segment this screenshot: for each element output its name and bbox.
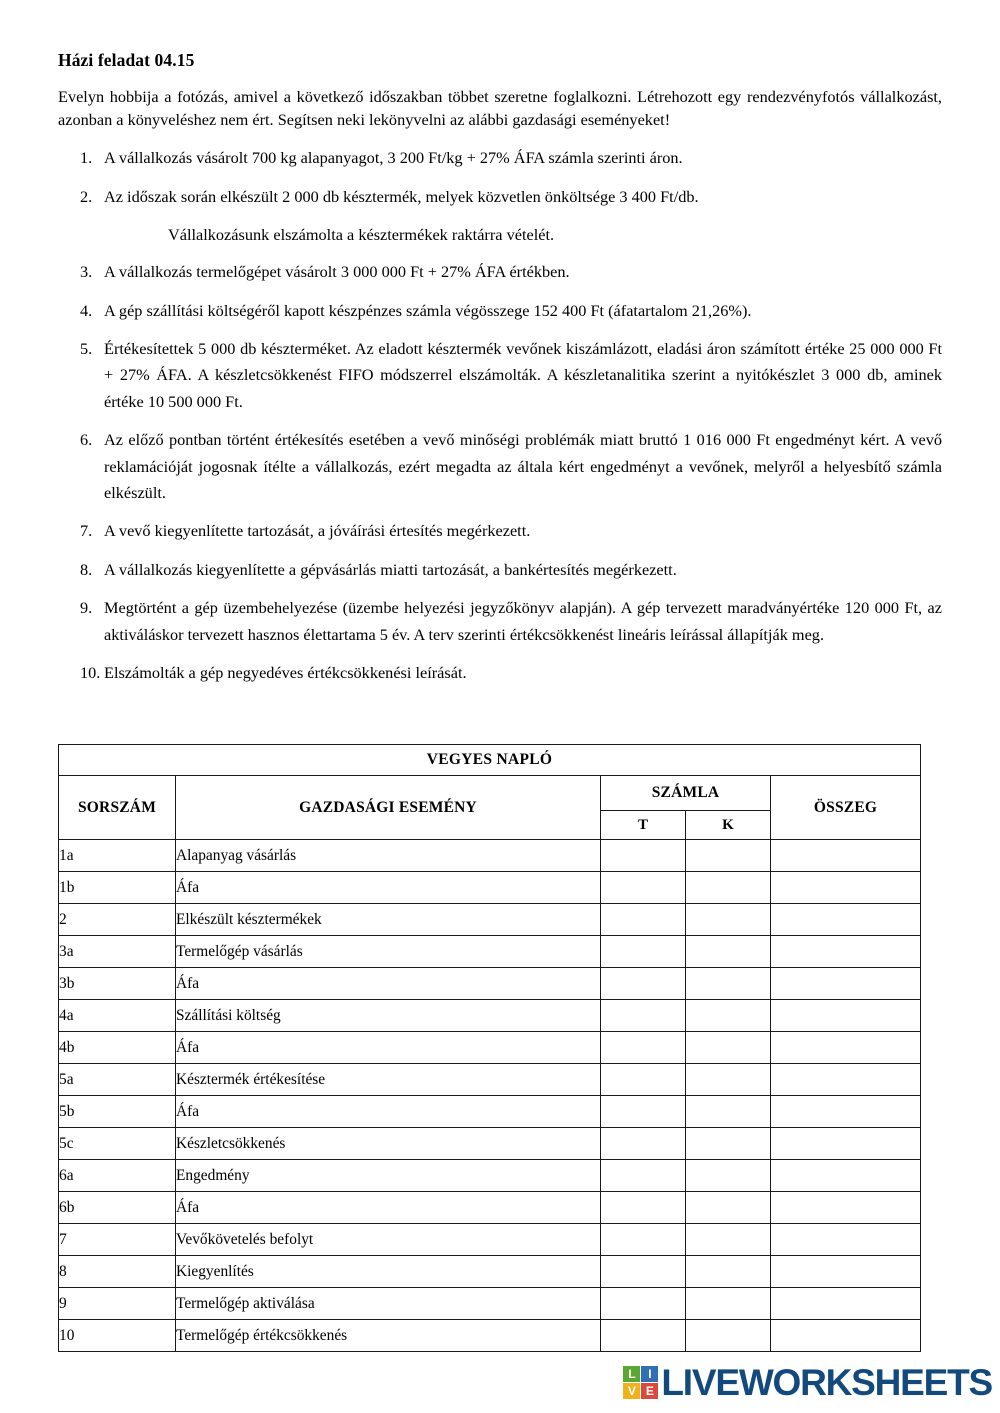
cell-answer-k[interactable] bbox=[686, 1320, 771, 1352]
cell-esemeny: Termelőgép aktiválása bbox=[176, 1288, 601, 1320]
cell-answer-k[interactable] bbox=[686, 904, 771, 936]
column-header-esemeny: GAZDASÁGI ESEMÉNY bbox=[176, 776, 601, 840]
cell-answer-t[interactable] bbox=[601, 840, 686, 872]
cell-answer-t[interactable] bbox=[601, 1224, 686, 1256]
task-number: 6. bbox=[80, 430, 93, 450]
cell-answer-osszeg[interactable] bbox=[771, 1160, 921, 1192]
cell-answer-osszeg[interactable] bbox=[771, 1064, 921, 1096]
cell-esemeny: Áfa bbox=[176, 1192, 601, 1224]
table-row bbox=[59, 1128, 921, 1160]
cell-answer-k[interactable] bbox=[686, 840, 771, 872]
cell-sorszam: 1a bbox=[59, 840, 176, 872]
list-item bbox=[58, 660, 942, 686]
cell-sorszam: 4b bbox=[59, 1032, 176, 1064]
task-number: 5. bbox=[80, 339, 93, 359]
cell-esemeny: Alapanyag vásárlás bbox=[176, 840, 601, 872]
table-row bbox=[59, 1256, 921, 1288]
cell-sorszam: 9 bbox=[59, 1288, 176, 1320]
logo-wordmark: LIVEWORKSHEETS bbox=[661, 1361, 992, 1403]
table-body bbox=[59, 840, 921, 1352]
cell-esemeny: Késztermék értékesítése bbox=[176, 1064, 601, 1096]
cell-answer-t[interactable] bbox=[601, 1192, 686, 1224]
task-number: 4. bbox=[80, 300, 93, 320]
list-item bbox=[58, 184, 942, 210]
task-text: Az előző pontban történt értékesítés esetében a vevő minőségi problémák miatt bruttó 1 016 000 Ft engedményt kért. A vevő reklamációját jogosnak ítélte a vállalkozás, ezért megadta az általa kért engedményt a vevőnek, melyről a helyesbítő számla elkészült. bbox=[104, 430, 942, 503]
cell-answer-osszeg[interactable] bbox=[771, 1000, 921, 1032]
cell-answer-osszeg[interactable] bbox=[771, 1320, 921, 1352]
table-row bbox=[59, 936, 921, 968]
cell-answer-k[interactable] bbox=[686, 1224, 771, 1256]
task-number: 10. bbox=[80, 663, 101, 682]
cell-sorszam: 3b bbox=[59, 968, 176, 1000]
table-row bbox=[59, 1224, 921, 1256]
cell-esemeny: Kiegyenlítés bbox=[176, 1256, 601, 1288]
cell-esemeny: Engedmény bbox=[176, 1160, 601, 1192]
cell-esemeny: Vevőkövetelés befolyt bbox=[176, 1224, 601, 1256]
cell-answer-k[interactable] bbox=[686, 968, 771, 1000]
cell-answer-osszeg[interactable] bbox=[771, 1256, 921, 1288]
cell-answer-osszeg[interactable] bbox=[771, 1224, 921, 1256]
task-text: Megtörtént a gép üzembehelyezése (üzembe helyezési jegyzőkönyv alapján). A gép tervezett maradványértéke 120 000 Ft, az aktiváláskor tervezett hasznos élettartama 5 év. A terv szerinti értékcsökkenést lineáris leírással állapítják meg. bbox=[104, 598, 942, 644]
list-item bbox=[58, 427, 942, 506]
cell-sorszam: 6b bbox=[59, 1192, 176, 1224]
cell-sorszam: 10 bbox=[59, 1320, 176, 1352]
page-title: Házi feladat 04.15 bbox=[58, 50, 195, 70]
cell-esemeny: Áfa bbox=[176, 872, 601, 904]
cell-esemeny: Áfa bbox=[176, 1032, 601, 1064]
cell-sorszam: 2 bbox=[59, 904, 176, 936]
cell-answer-osszeg[interactable] bbox=[771, 1096, 921, 1128]
column-header-sorszam: SORSZÁM bbox=[59, 776, 176, 840]
cell-esemeny: Készletcsökkenés bbox=[176, 1128, 601, 1160]
task-text: A vállalkozás kiegyenlítette a gépvásárlás miatti tartozását, a bankértesítés megérkezett. bbox=[104, 559, 677, 579]
cell-esemeny: Elkészült késztermékek bbox=[176, 904, 601, 936]
logo-letter-l: L bbox=[623, 1366, 640, 1382]
cell-sorszam: 5c bbox=[59, 1128, 176, 1160]
cell-esemeny: Termelőgép vásárlás bbox=[176, 936, 601, 968]
task-number: 9. bbox=[80, 598, 93, 618]
table-row bbox=[59, 1064, 921, 1096]
task-text: A gép szállítási költségéről kapott készpénzes számla végösszege 152 400 Ft (áfatartalom 21,26%). bbox=[104, 300, 752, 320]
cell-esemeny: Áfa bbox=[176, 1096, 601, 1128]
cell-answer-t[interactable] bbox=[601, 1032, 686, 1064]
cell-answer-t[interactable] bbox=[601, 872, 686, 904]
cell-answer-k[interactable] bbox=[686, 872, 771, 904]
list-item bbox=[58, 557, 942, 583]
task-text: Elszámolták a gép negyedéves értékcsökkenési leírását. bbox=[104, 663, 467, 682]
list-item bbox=[58, 145, 942, 171]
cell-answer-k[interactable] bbox=[686, 1128, 771, 1160]
table-column-header-row bbox=[59, 776, 921, 811]
cell-answer-k[interactable] bbox=[686, 1256, 771, 1288]
column-header-t: T bbox=[601, 811, 686, 840]
cell-answer-t[interactable] bbox=[601, 1288, 686, 1320]
table-row bbox=[59, 1096, 921, 1128]
table-row bbox=[59, 1160, 921, 1192]
cell-answer-k[interactable] bbox=[686, 936, 771, 968]
table-title: VEGYES NAPLÓ bbox=[59, 745, 921, 776]
task-text: Az időszak során elkészült 2 000 db késztermék, melyek közvetlen önköltsége 3 400 Ft/db. bbox=[104, 186, 699, 206]
table-row bbox=[59, 1000, 921, 1032]
cell-answer-k[interactable] bbox=[686, 1160, 771, 1192]
cell-sorszam: 4a bbox=[59, 1000, 176, 1032]
task-list bbox=[58, 145, 942, 686]
list-item bbox=[58, 595, 942, 648]
task-number: 8. bbox=[80, 559, 93, 579]
cell-answer-osszeg[interactable] bbox=[771, 1032, 921, 1064]
task-text: A vállalkozás vásárolt 700 kg alapanyagot, 3 200 Ft/kg + 27% ÁFA számla szerinti áron. bbox=[104, 148, 683, 168]
cell-answer-k[interactable] bbox=[686, 1192, 771, 1224]
logo-letter-e: E bbox=[641, 1383, 658, 1399]
list-item bbox=[58, 336, 942, 415]
page-footer bbox=[0, 1352, 1000, 1413]
cell-answer-t[interactable] bbox=[601, 1256, 686, 1288]
task-number: 7. bbox=[80, 521, 93, 541]
cell-answer-k[interactable] bbox=[686, 1032, 771, 1064]
table-row bbox=[59, 968, 921, 1000]
cell-sorszam: 7 bbox=[59, 1224, 176, 1256]
document-content bbox=[58, 50, 942, 1352]
cell-answer-k[interactable] bbox=[686, 1000, 771, 1032]
cell-answer-t[interactable] bbox=[601, 1128, 686, 1160]
cell-esemeny: Szállítási költség bbox=[176, 1000, 601, 1032]
column-header-szamla: SZÁMLA bbox=[601, 776, 771, 811]
cell-answer-osszeg[interactable] bbox=[771, 1288, 921, 1320]
cell-answer-k[interactable] bbox=[686, 1096, 771, 1128]
cell-answer-osszeg[interactable] bbox=[771, 968, 921, 1000]
cell-sorszam: 3a bbox=[59, 936, 176, 968]
cell-answer-t[interactable] bbox=[601, 1064, 686, 1096]
cell-answer-k[interactable] bbox=[686, 1288, 771, 1320]
table-row bbox=[59, 1032, 921, 1064]
cell-answer-k[interactable] bbox=[686, 1064, 771, 1096]
cell-answer-osszeg[interactable] bbox=[771, 1192, 921, 1224]
logo-letter-v: V bbox=[623, 1383, 640, 1399]
intro-paragraph: Evelyn hobbija a fotózás, amivel a következő időszakban többet szeretne foglalkozni. Létrehozott egy rendezvényfotós vállalkozást, azonban a könyveléshez nem ért. Segítsen neki lekönyvelni az alábbi gazdasági eseményeket! bbox=[58, 87, 942, 130]
task-number: 1. bbox=[80, 148, 93, 168]
cell-answer-osszeg[interactable] bbox=[771, 840, 921, 872]
task-number: 2. bbox=[80, 186, 93, 206]
task-subtext: Vállalkozásunk elszámolta a késztermékek raktárra vételét. bbox=[168, 225, 555, 245]
vegyes-naplo-table bbox=[58, 744, 921, 1352]
journal-table-wrapper bbox=[58, 744, 920, 1352]
task-number: 3. bbox=[80, 262, 93, 282]
cell-esemeny: Termelőgép értékcsökkenés bbox=[176, 1320, 601, 1352]
cell-answer-t[interactable] bbox=[601, 1096, 686, 1128]
cell-sorszam: 5a bbox=[59, 1064, 176, 1096]
logo-letter-i: I bbox=[641, 1366, 658, 1382]
cell-answer-osszeg[interactable] bbox=[771, 936, 921, 968]
task-text: Értékesítettek 5 000 db készterméket. Az eladott késztermék vevőnek kiszámlázott, eladási áron számított értéke 25 000 000 Ft + 27% ÁFA. A készletcsökkenést FIFO módszerrel elszámolták. A készletanalitika szerint a nyitókészlet 3 000 db, aminek értéke 10 500 000 Ft. bbox=[104, 339, 942, 411]
cell-answer-t[interactable] bbox=[601, 968, 686, 1000]
table-row bbox=[59, 1288, 921, 1320]
cell-sorszam: 8 bbox=[59, 1256, 176, 1288]
table-row bbox=[59, 904, 921, 936]
list-item bbox=[58, 259, 942, 285]
cell-answer-t[interactable] bbox=[601, 1000, 686, 1032]
cell-esemeny: Áfa bbox=[176, 968, 601, 1000]
column-header-osszeg: ÖSSZEG bbox=[771, 776, 921, 840]
liveworksheets-logo[interactable] bbox=[623, 1360, 992, 1404]
cell-sorszam: 6a bbox=[59, 1160, 176, 1192]
column-header-k: K bbox=[686, 811, 771, 840]
task-text: A vevő kiegyenlítette tartozását, a jóváírási értesítés megérkezett. bbox=[104, 521, 531, 541]
logo-squares-icon bbox=[623, 1366, 658, 1399]
cell-answer-t[interactable] bbox=[601, 936, 686, 968]
cell-sorszam: 1b bbox=[59, 872, 176, 904]
list-item bbox=[58, 298, 942, 324]
list-item bbox=[58, 518, 942, 544]
cell-answer-t[interactable] bbox=[601, 1320, 686, 1352]
cell-answer-t[interactable] bbox=[601, 904, 686, 936]
table-title-row bbox=[59, 745, 921, 776]
table-row bbox=[59, 840, 921, 872]
table-header bbox=[59, 745, 921, 840]
table-row bbox=[59, 872, 921, 904]
table-row bbox=[59, 1320, 921, 1352]
cell-answer-osszeg[interactable] bbox=[771, 872, 921, 904]
cell-sorszam: 5b bbox=[59, 1096, 176, 1128]
cell-answer-osszeg[interactable] bbox=[771, 1128, 921, 1160]
task-text: A vállalkozás termelőgépet vásárolt 3 000 000 Ft + 27% ÁFA értékben. bbox=[104, 262, 570, 282]
table-row bbox=[59, 1192, 921, 1224]
cell-answer-t[interactable] bbox=[601, 1160, 686, 1192]
cell-answer-osszeg[interactable] bbox=[771, 904, 921, 936]
